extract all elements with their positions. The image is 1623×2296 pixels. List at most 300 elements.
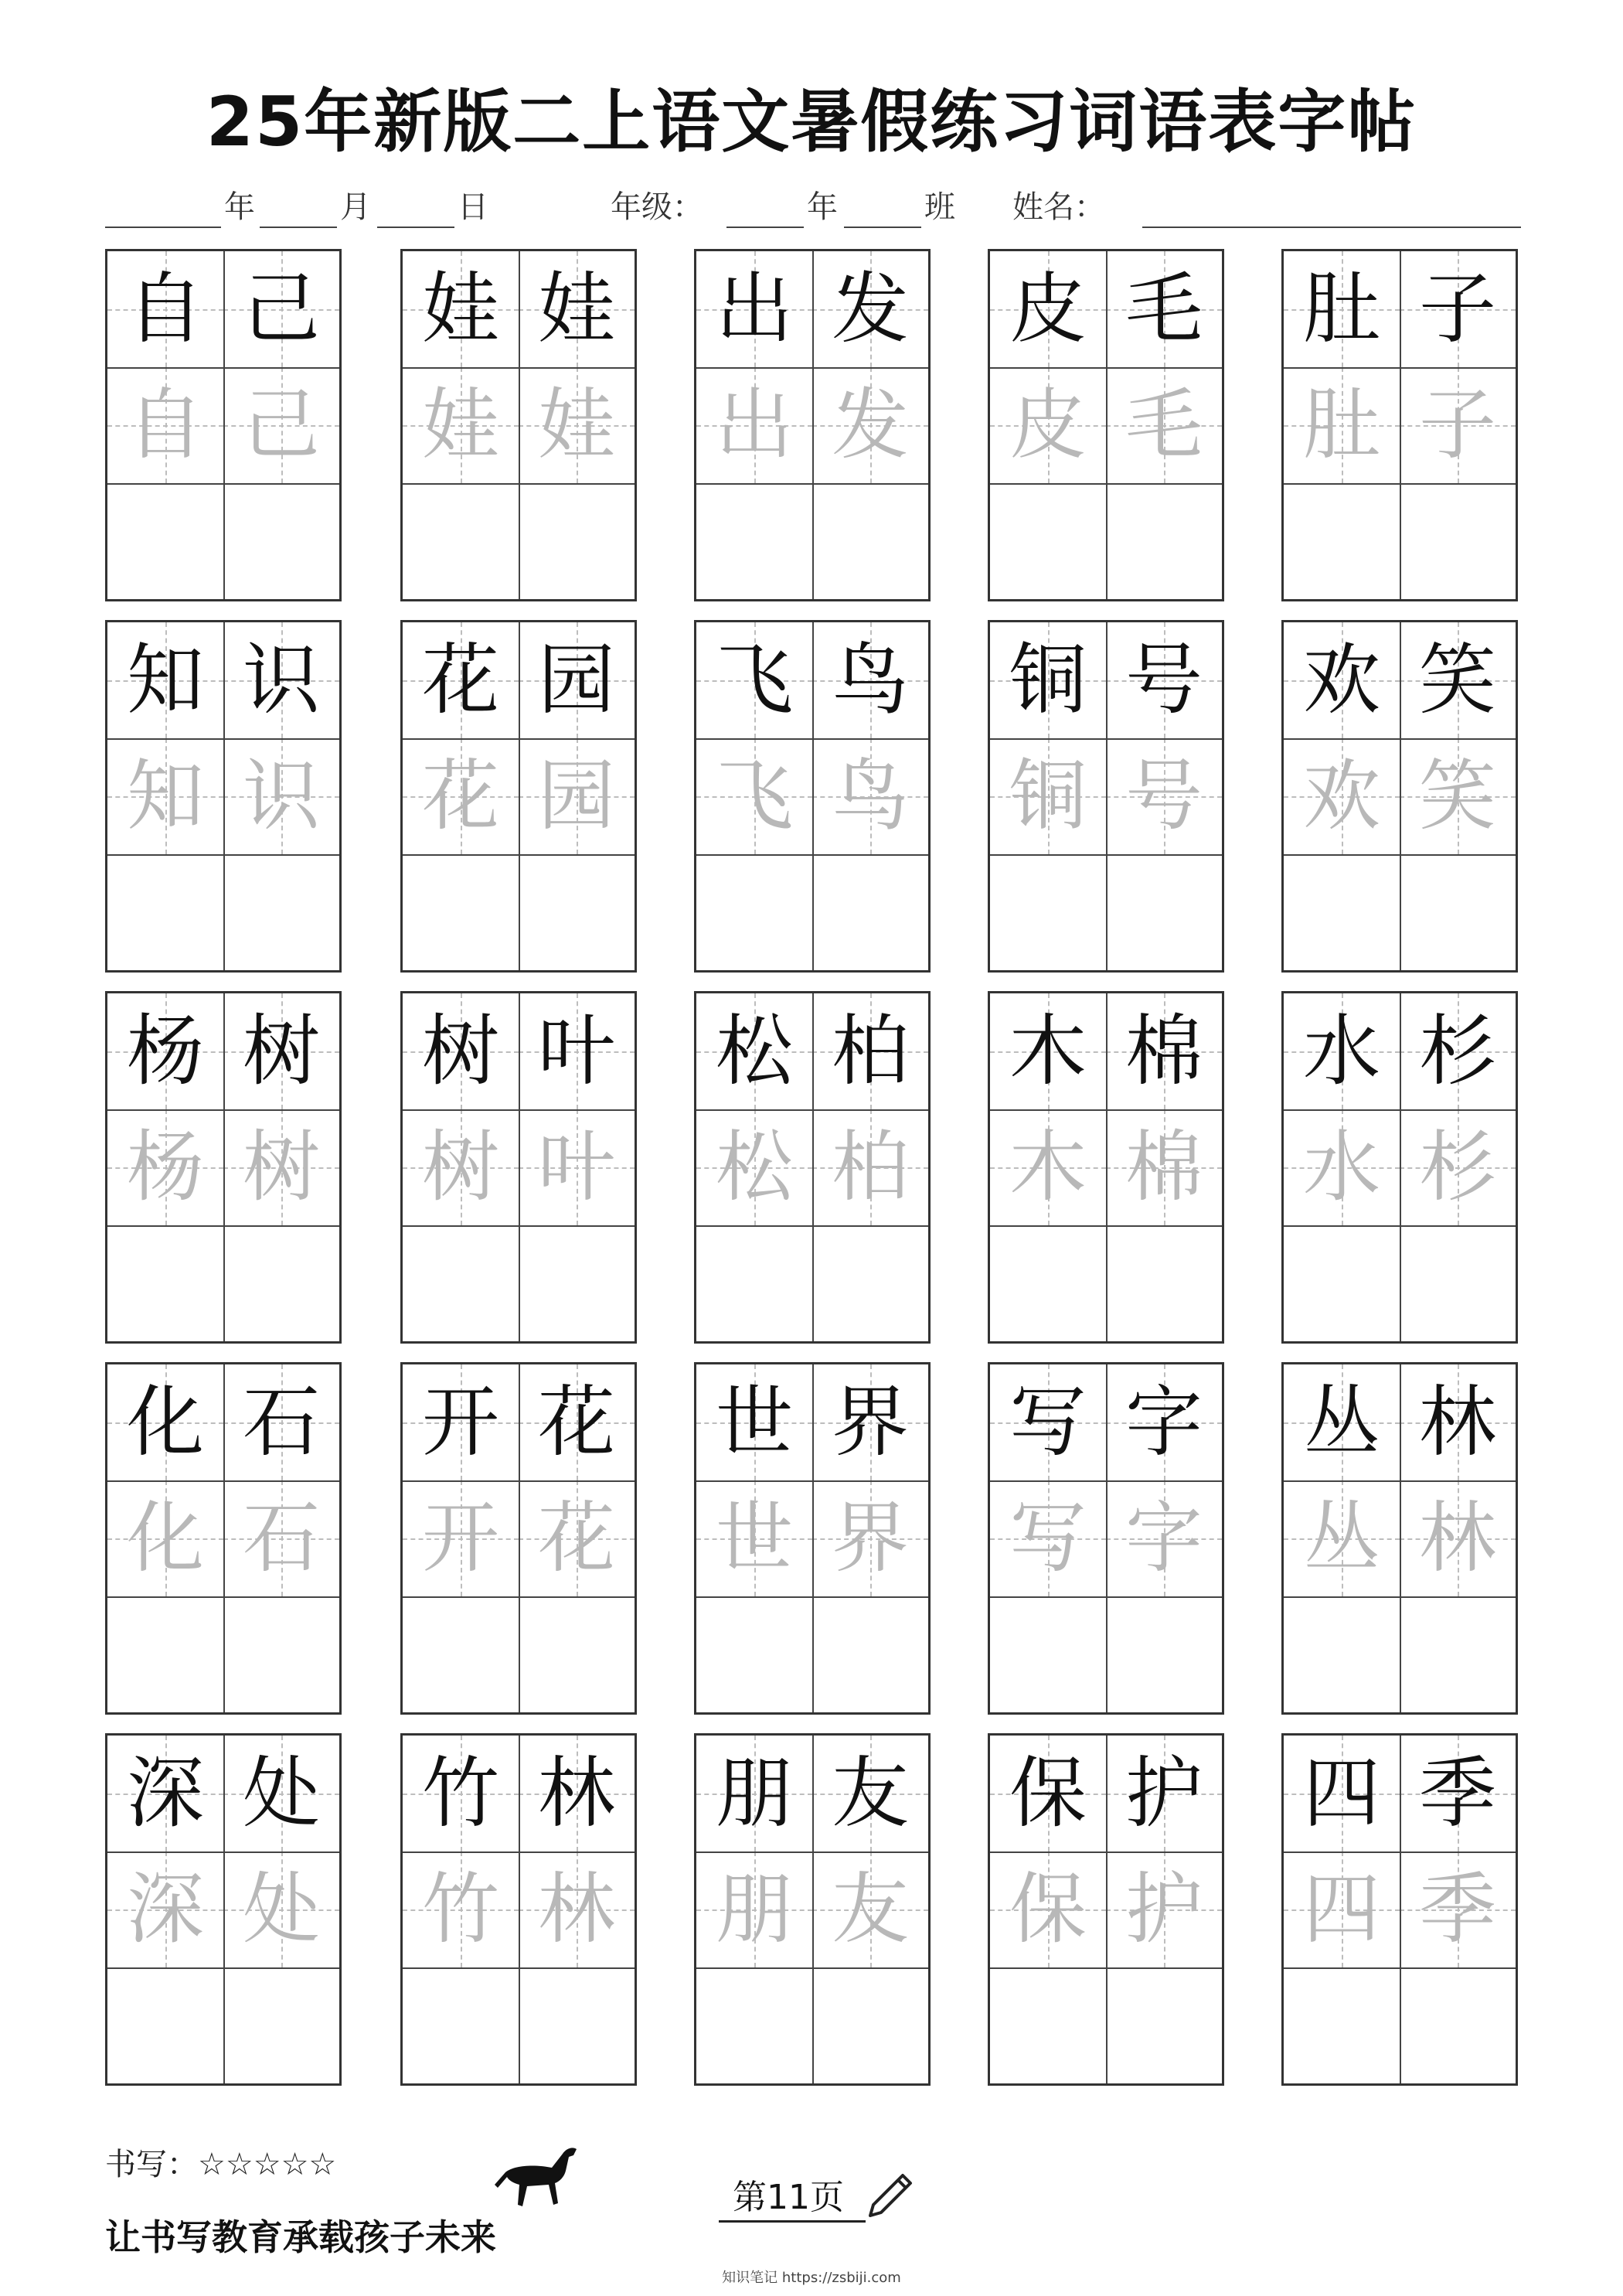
word-card xyxy=(1281,991,1518,1344)
blank-writing-cell[interactable] xyxy=(403,1967,519,2083)
blank-writing-cell[interactable] xyxy=(223,1967,339,2083)
row-divider xyxy=(696,854,928,856)
row-divider xyxy=(1284,1596,1516,1598)
trace-character-cell[interactable] xyxy=(107,1109,223,1225)
word-card xyxy=(400,620,637,973)
model-character-cell xyxy=(223,1736,339,1851)
row-divider xyxy=(107,854,339,856)
trace-character-cell[interactable] xyxy=(812,738,928,854)
trace-character-cell[interactable] xyxy=(1106,1851,1222,1967)
model-character: 水 xyxy=(1303,1006,1380,1096)
trace-character: 四 xyxy=(1303,1864,1380,1954)
trace-character-cell[interactable] xyxy=(1106,738,1222,854)
row-divider xyxy=(403,1225,635,1227)
model-character-cell xyxy=(403,1736,519,1851)
model-character: 世 xyxy=(716,1377,793,1467)
trace-character-cell[interactable] xyxy=(107,738,223,854)
model-character: 柏 xyxy=(832,1006,909,1096)
word-card xyxy=(400,991,637,1344)
trace-character-cell[interactable] xyxy=(519,367,635,483)
trace-character-cell[interactable] xyxy=(519,738,635,854)
trace-character-cell[interactable] xyxy=(1400,1480,1516,1596)
trace-character: 子 xyxy=(1419,380,1496,470)
trace-character-cell[interactable] xyxy=(1106,367,1222,483)
model-character-cell xyxy=(696,1736,812,1851)
model-character-cell xyxy=(1106,1364,1222,1480)
blank-writing-cell[interactable] xyxy=(1400,483,1516,599)
blank-writing-cell[interactable] xyxy=(107,483,223,599)
row-divider xyxy=(696,1596,928,1598)
model-character: 保 xyxy=(1009,1748,1087,1838)
model-character-cell xyxy=(107,622,223,738)
model-character-cell xyxy=(1400,622,1516,738)
blank-writing-cell[interactable] xyxy=(107,854,223,970)
trace-character-cell[interactable] xyxy=(107,367,223,483)
blank-writing-cell[interactable] xyxy=(223,1225,339,1341)
model-character-cell xyxy=(1284,993,1400,1109)
row-divider xyxy=(1284,483,1516,485)
trace-character-cell[interactable] xyxy=(1284,738,1400,854)
model-character: 树 xyxy=(422,1006,499,1096)
trace-character: 叶 xyxy=(538,1122,615,1212)
trace-character-cell[interactable] xyxy=(990,367,1106,483)
trace-character-cell[interactable] xyxy=(812,1851,928,1967)
trace-character: 水 xyxy=(1303,1122,1380,1212)
trace-character-cell[interactable] xyxy=(812,1480,928,1596)
row-divider xyxy=(403,1967,635,1969)
model-character: 护 xyxy=(1125,1748,1203,1838)
grade-year-label: 年 xyxy=(807,189,838,225)
row-divider xyxy=(990,1225,1222,1227)
row-divider xyxy=(107,1225,339,1227)
blank-writing-cell[interactable] xyxy=(1106,483,1222,599)
blank-writing-cell[interactable] xyxy=(1106,854,1222,970)
trace-character: 石 xyxy=(243,1493,320,1583)
trace-character-cell[interactable] xyxy=(812,367,928,483)
model-character: 朋 xyxy=(716,1748,793,1838)
row-divider xyxy=(107,1596,339,1598)
model-character: 季 xyxy=(1419,1748,1496,1838)
model-character-cell xyxy=(1400,1364,1516,1480)
trace-character: 鸟 xyxy=(832,751,909,841)
trace-character-cell[interactable] xyxy=(1400,1851,1516,1967)
word-card xyxy=(694,620,931,973)
trace-character: 松 xyxy=(716,1122,793,1212)
blank-writing-cell[interactable] xyxy=(696,1596,812,1712)
trace-character-cell[interactable] xyxy=(1106,1480,1222,1596)
blank-writing-cell[interactable] xyxy=(519,1225,635,1341)
blank-writing-cell[interactable] xyxy=(1400,1225,1516,1341)
word-card xyxy=(988,991,1224,1344)
trace-character-cell[interactable] xyxy=(990,1480,1106,1596)
model-character-cell xyxy=(812,1364,928,1480)
model-character-cell xyxy=(990,251,1106,367)
model-character: 知 xyxy=(127,635,204,725)
model-character-cell xyxy=(519,1736,635,1851)
blank-writing-cell[interactable] xyxy=(1106,1967,1222,2083)
model-character-cell xyxy=(696,622,812,738)
model-character: 友 xyxy=(832,1748,909,1838)
model-character-cell xyxy=(223,1364,339,1480)
trace-character: 发 xyxy=(832,380,909,470)
model-character-cell xyxy=(990,1736,1106,1851)
model-character-cell xyxy=(812,251,928,367)
trace-character-cell[interactable] xyxy=(990,1851,1106,1967)
blank-writing-cell[interactable] xyxy=(1400,1596,1516,1712)
model-character-cell xyxy=(519,622,635,738)
model-character: 林 xyxy=(1419,1377,1496,1467)
word-card xyxy=(988,1362,1224,1715)
model-character-cell xyxy=(519,1364,635,1480)
trace-character: 竹 xyxy=(422,1864,499,1954)
trace-character-cell[interactable] xyxy=(107,1851,223,1967)
word-card xyxy=(1281,1362,1518,1715)
blank-writing-cell[interactable] xyxy=(990,1225,1106,1341)
model-character-cell xyxy=(1284,1736,1400,1851)
trace-character-cell[interactable] xyxy=(990,738,1106,854)
trace-character: 棉 xyxy=(1125,1122,1203,1212)
blank-writing-cell[interactable] xyxy=(696,1967,812,2083)
blank-writing-cell[interactable] xyxy=(519,483,635,599)
trace-character-cell[interactable] xyxy=(696,1109,812,1225)
model-character: 娃 xyxy=(538,264,615,354)
model-character: 己 xyxy=(243,264,320,354)
word-card xyxy=(105,1733,342,2086)
blank-writing-cell[interactable] xyxy=(696,483,812,599)
model-character: 界 xyxy=(832,1377,909,1467)
model-character: 深 xyxy=(127,1748,204,1838)
model-character: 皮 xyxy=(1009,264,1087,354)
model-character: 棉 xyxy=(1125,1006,1203,1096)
model-character-cell xyxy=(990,1364,1106,1480)
model-character-cell xyxy=(990,993,1106,1109)
trace-character-cell[interactable] xyxy=(223,1109,339,1225)
trace-character: 毛 xyxy=(1125,380,1203,470)
model-character: 开 xyxy=(422,1377,499,1467)
page-number: 第11页 xyxy=(733,2178,844,2217)
pen-icon xyxy=(864,2171,915,2222)
model-character-cell xyxy=(223,251,339,367)
model-character-cell xyxy=(696,1364,812,1480)
model-character: 号 xyxy=(1125,635,1203,725)
model-character-cell xyxy=(403,1364,519,1480)
blank-writing-cell[interactable] xyxy=(1284,1225,1400,1341)
blank-writing-cell[interactable] xyxy=(696,854,812,970)
page-title: 25年新版二上语文暑假练习词语表字帖 xyxy=(206,82,1417,162)
blank-writing-cell[interactable] xyxy=(519,1596,635,1712)
blank-writing-cell[interactable] xyxy=(403,1596,519,1712)
model-character: 肚 xyxy=(1303,264,1380,354)
model-character: 鸟 xyxy=(832,635,909,725)
model-character-cell xyxy=(107,993,223,1109)
row-divider xyxy=(1284,1967,1516,1969)
trace-character: 娃 xyxy=(538,380,615,470)
blank-writing-cell[interactable] xyxy=(990,854,1106,970)
model-character: 竹 xyxy=(422,1748,499,1838)
trace-character: 肚 xyxy=(1303,380,1380,470)
model-character: 四 xyxy=(1303,1748,1380,1838)
trace-character-cell[interactable] xyxy=(403,1109,519,1225)
trace-character-cell[interactable] xyxy=(696,1851,812,1967)
trace-character: 飞 xyxy=(716,751,793,841)
model-character: 松 xyxy=(716,1006,793,1096)
model-character-cell xyxy=(990,622,1106,738)
word-card xyxy=(988,249,1224,601)
trace-character: 护 xyxy=(1125,1864,1203,1954)
trace-character-cell[interactable] xyxy=(1400,367,1516,483)
trace-character: 林 xyxy=(1419,1493,1496,1583)
model-character-cell xyxy=(696,993,812,1109)
model-character: 毛 xyxy=(1125,264,1203,354)
trace-character: 皮 xyxy=(1009,380,1087,470)
blank-writing-cell[interactable] xyxy=(696,1225,812,1341)
model-character-cell xyxy=(1106,251,1222,367)
model-character-cell xyxy=(1106,622,1222,738)
blank-writing-cell[interactable] xyxy=(403,854,519,970)
row-divider xyxy=(696,1225,928,1227)
trace-character: 自 xyxy=(127,380,204,470)
trace-character: 处 xyxy=(243,1864,320,1954)
trace-character-cell[interactable] xyxy=(403,1851,519,1967)
row-divider xyxy=(107,483,339,485)
row-divider xyxy=(1284,854,1516,856)
model-character: 子 xyxy=(1419,264,1496,354)
model-character-cell xyxy=(812,622,928,738)
blank-writing-cell[interactable] xyxy=(1284,1596,1400,1712)
row-divider xyxy=(107,1967,339,1969)
year-label: 年 xyxy=(224,189,255,225)
trace-character-cell[interactable] xyxy=(696,738,812,854)
trace-character-cell[interactable] xyxy=(696,1480,812,1596)
row-divider xyxy=(696,1967,928,1969)
trace-character-cell[interactable] xyxy=(519,1109,635,1225)
model-character-cell xyxy=(696,251,812,367)
trace-character: 写 xyxy=(1009,1493,1087,1583)
trace-character-cell[interactable] xyxy=(1284,1109,1400,1225)
trace-character-cell[interactable] xyxy=(223,738,339,854)
trace-character-cell[interactable] xyxy=(519,1480,635,1596)
model-character-cell xyxy=(1284,622,1400,738)
model-character: 丛 xyxy=(1303,1377,1380,1467)
model-character: 自 xyxy=(127,264,204,354)
model-character-cell xyxy=(812,993,928,1109)
blank-writing-cell[interactable] xyxy=(107,1225,223,1341)
model-character: 叶 xyxy=(538,1006,615,1096)
trace-character: 知 xyxy=(127,751,204,841)
model-character-cell xyxy=(1106,1736,1222,1851)
trace-character: 柏 xyxy=(832,1122,909,1212)
blank-writing-cell[interactable] xyxy=(812,483,928,599)
trace-character-cell[interactable] xyxy=(1400,1109,1516,1225)
model-character-cell xyxy=(1400,993,1516,1109)
row-divider xyxy=(403,483,635,485)
blank-writing-cell[interactable] xyxy=(1400,854,1516,970)
model-character: 欢 xyxy=(1303,635,1380,725)
model-character-cell xyxy=(403,993,519,1109)
trace-character: 杨 xyxy=(127,1122,204,1212)
model-character: 发 xyxy=(832,264,909,354)
word-card xyxy=(105,991,342,1344)
trace-character: 季 xyxy=(1419,1864,1496,1954)
model-character: 树 xyxy=(243,1006,320,1096)
watermark: 知识笔记 https://zsbiji.com xyxy=(722,2270,901,2286)
blank-writing-cell[interactable] xyxy=(403,483,519,599)
row-divider xyxy=(990,483,1222,485)
model-character-cell xyxy=(1400,1736,1516,1851)
word-card xyxy=(400,1733,637,2086)
row-divider xyxy=(1284,1225,1516,1227)
model-character: 娃 xyxy=(422,264,499,354)
trace-character: 娃 xyxy=(422,380,499,470)
model-character: 字 xyxy=(1125,1377,1203,1467)
trace-character-cell[interactable] xyxy=(1284,1851,1400,1967)
horse-icon xyxy=(492,2138,584,2216)
blank-writing-cell[interactable] xyxy=(107,1596,223,1712)
trace-character: 友 xyxy=(832,1864,909,1954)
blank-writing-cell[interactable] xyxy=(1106,1225,1222,1341)
blank-writing-cell[interactable] xyxy=(1106,1596,1222,1712)
trace-character: 杉 xyxy=(1419,1122,1496,1212)
model-character: 花 xyxy=(422,635,499,725)
word-card xyxy=(694,249,931,601)
trace-character-cell[interactable] xyxy=(1284,367,1400,483)
model-character: 化 xyxy=(127,1377,204,1467)
trace-character-cell[interactable] xyxy=(223,1480,339,1596)
row-divider xyxy=(990,854,1222,856)
trace-character: 树 xyxy=(243,1122,320,1212)
row-divider xyxy=(403,854,635,856)
blank-writing-cell[interactable] xyxy=(223,483,339,599)
word-card xyxy=(694,1362,931,1715)
writing-rating: 书写：☆☆☆☆☆ xyxy=(105,2147,337,2182)
trace-character: 树 xyxy=(422,1122,499,1212)
model-character-cell xyxy=(519,251,635,367)
trace-character: 园 xyxy=(538,751,615,841)
blank-writing-cell[interactable] xyxy=(223,1596,339,1712)
blank-writing-cell[interactable] xyxy=(107,1967,223,2083)
model-character: 写 xyxy=(1009,1377,1087,1467)
model-character: 园 xyxy=(538,635,615,725)
row-divider xyxy=(990,1596,1222,1598)
blank-writing-cell[interactable] xyxy=(403,1225,519,1341)
blank-writing-cell[interactable] xyxy=(812,854,928,970)
word-card xyxy=(694,991,931,1344)
trace-character-cell[interactable] xyxy=(403,367,519,483)
model-character-cell xyxy=(223,993,339,1109)
trace-character: 世 xyxy=(716,1493,793,1583)
blank-writing-cell[interactable] xyxy=(1284,854,1400,970)
word-card xyxy=(105,249,342,601)
row-divider xyxy=(696,483,928,485)
model-character-cell xyxy=(107,1736,223,1851)
trace-character: 花 xyxy=(422,751,499,841)
day-label: 日 xyxy=(458,189,488,225)
trace-character: 欢 xyxy=(1303,751,1380,841)
blank-writing-cell[interactable] xyxy=(1284,483,1400,599)
trace-character: 深 xyxy=(127,1864,204,1954)
model-character: 林 xyxy=(538,1748,615,1838)
word-card xyxy=(694,1733,931,2086)
blank-writing-cell[interactable] xyxy=(812,1967,928,2083)
model-character-cell xyxy=(107,1364,223,1480)
model-character-cell xyxy=(1284,1364,1400,1480)
model-character-cell xyxy=(1400,251,1516,367)
model-character-cell xyxy=(1284,251,1400,367)
blank-writing-cell[interactable] xyxy=(1400,1967,1516,2083)
model-character-cell xyxy=(107,251,223,367)
trace-character-cell[interactable] xyxy=(403,738,519,854)
trace-character: 界 xyxy=(832,1493,909,1583)
trace-character: 己 xyxy=(243,380,320,470)
word-card xyxy=(988,1733,1224,2086)
trace-character: 保 xyxy=(1009,1864,1087,1954)
trace-character: 朋 xyxy=(716,1864,793,1954)
trace-character: 林 xyxy=(538,1864,615,1954)
row-divider xyxy=(990,1967,1222,1969)
model-character: 花 xyxy=(538,1377,615,1467)
model-character: 处 xyxy=(243,1748,320,1838)
slogan: 让书写教育承载孩子未来 xyxy=(105,2216,496,2258)
blank-writing-cell[interactable] xyxy=(812,1596,928,1712)
model-character-cell xyxy=(812,1736,928,1851)
model-character: 飞 xyxy=(716,635,793,725)
blank-writing-cell[interactable] xyxy=(812,1225,928,1341)
trace-character-cell[interactable] xyxy=(812,1109,928,1225)
blank-writing-cell[interactable] xyxy=(519,1967,635,2083)
model-character: 识 xyxy=(243,635,320,725)
model-character-cell xyxy=(403,251,519,367)
trace-character-cell[interactable] xyxy=(990,1109,1106,1225)
trace-character-cell[interactable] xyxy=(223,1851,339,1967)
model-character: 铜 xyxy=(1009,635,1087,725)
name-label: 姓名： xyxy=(1012,189,1105,225)
trace-character-cell[interactable] xyxy=(403,1480,519,1596)
trace-character: 花 xyxy=(538,1493,615,1583)
blank-writing-cell[interactable] xyxy=(1284,1967,1400,2083)
trace-character: 丛 xyxy=(1303,1493,1380,1583)
trace-character-cell[interactable] xyxy=(1400,738,1516,854)
row-divider xyxy=(403,1596,635,1598)
word-card xyxy=(105,1362,342,1715)
blank-writing-cell[interactable] xyxy=(519,854,635,970)
blank-writing-cell[interactable] xyxy=(990,483,1106,599)
blank-writing-cell[interactable] xyxy=(223,854,339,970)
trace-character: 笑 xyxy=(1419,751,1496,841)
trace-character-cell[interactable] xyxy=(1284,1480,1400,1596)
word-card xyxy=(1281,620,1518,973)
trace-character: 识 xyxy=(243,751,320,841)
model-character: 木 xyxy=(1009,1006,1087,1096)
word-card xyxy=(1281,249,1518,601)
trace-character: 字 xyxy=(1125,1493,1203,1583)
model-character-cell xyxy=(403,622,519,738)
blank-writing-cell[interactable] xyxy=(990,1596,1106,1712)
page-number-underline xyxy=(719,2220,866,2223)
word-card xyxy=(400,1362,637,1715)
trace-character-cell[interactable] xyxy=(696,367,812,483)
trace-character: 木 xyxy=(1009,1122,1087,1212)
model-character: 石 xyxy=(243,1377,320,1467)
word-card xyxy=(1281,1733,1518,2086)
month-label: 月 xyxy=(340,189,371,225)
trace-character-cell[interactable] xyxy=(223,367,339,483)
model-character-cell xyxy=(1106,993,1222,1109)
trace-character: 号 xyxy=(1125,751,1203,841)
blank-writing-cell[interactable] xyxy=(990,1967,1106,2083)
trace-character-cell[interactable] xyxy=(107,1480,223,1596)
trace-character-cell[interactable] xyxy=(519,1851,635,1967)
trace-character-cell[interactable] xyxy=(1106,1109,1222,1225)
